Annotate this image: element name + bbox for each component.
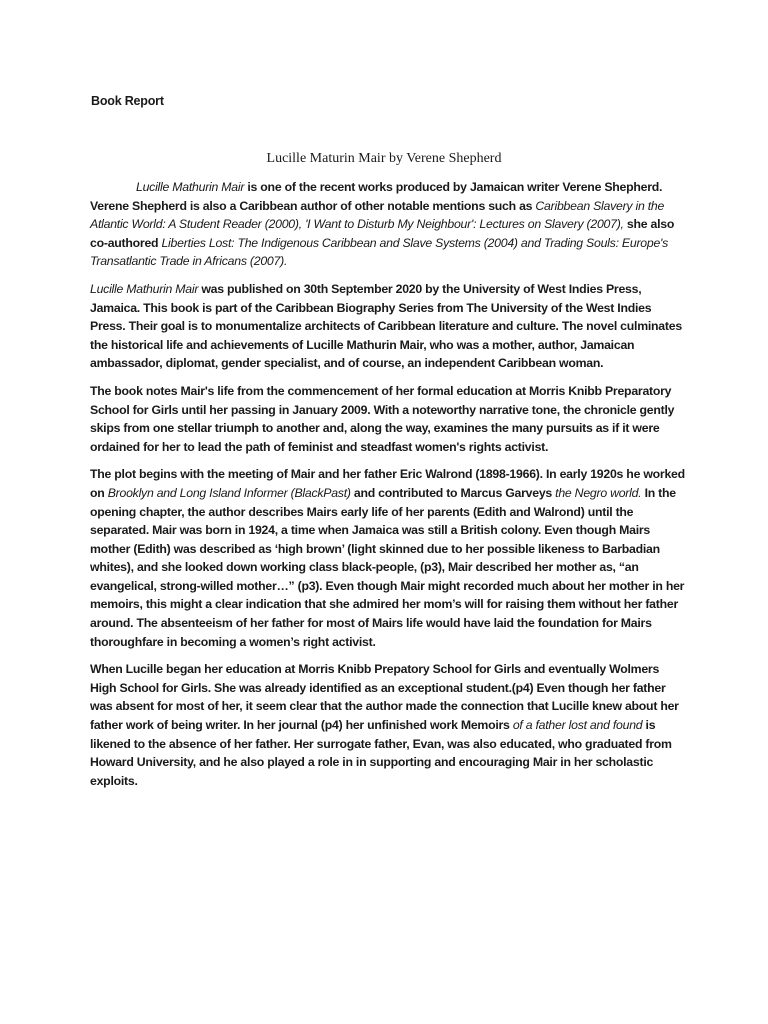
paragraph-text: The plot begins with the meeting of Mair and her father Eric Walrond (1898-1966). In early 1920s he worked on	[90, 467, 685, 500]
paragraph-1	[90, 178, 685, 271]
document-body	[90, 178, 685, 799]
paragraph-text: is one of the recent works produced by Jamaican writer Verene Shepherd. Verene Shepherd is also a Caribbean author of other notable mentions such as	[90, 180, 663, 213]
paragraph-text: When Lucille began her education at Morris Knibb Prepatory School for Girls and eventually Wolmers High School for Girls. She was already identified as an exceptional student.(p4) Even though her father was absent for most of her, it seem clear that the author made the connection that Lucille knew about her father work of being writer. In her journal (p4) her unfinished work Memoirs	[90, 662, 679, 733]
paragraph-2	[90, 280, 685, 373]
paragraph-text: and contributed to Marcus Garveys	[350, 485, 556, 500]
paragraph-text: she also co-authored	[90, 217, 675, 250]
publication-title: the Negro world.	[555, 485, 642, 500]
memoir-title: of a father lost and found	[512, 718, 643, 733]
publication-title: Brooklyn and Long Island Informer (BlackPast)	[107, 485, 351, 500]
paragraph-text: was published on 30th September 2020 by the University of West Indies Press, Jamaica. This book is part of the Caribbean Biography Series from The University of the West Indies Press. Their goal is to monumentalize architects of Caribbean literature and culture. The novel culminates the historical life and achievements of Lucille Mathurin Mair, who was a mother, author, Jamaican ambassador, diplomat, gender specialist, and of course, an independent Caribbean woman.	[90, 281, 682, 371]
paragraph-text: In the opening chapter, the author describes Mairs early life of her parents (Edith and Walrond) until the separated. Mair was born in 1924, a time when Jamaica was still a British colony. Even though Mairs mother (Edith) was described as ‘high brown’ (light skinned due to her possible likeness to Barbadian whites), and she looked down working class black-people, (p3), Mair described her mother as, “an evangelical, strong-willed mother…” (p3). Even though Mair might recorded much about her mother in her memoirs, this might a clear indication that she admired her mom’s will for raising them without her father around. The absenteeism of her father for most of Mairs life would have laid the foundation for Mairs thoroughfare in becoming a women’s right activist.	[90, 485, 685, 649]
paragraph-text: is likened to the absence of her father. Her surrogate father, Evan, was also educated, who graduated from Howard University, and he also played a role in in supporting and encouraging Mair in her scholastic exploits.	[90, 718, 672, 788]
book-title: Lucille Mathurin Mair	[136, 180, 245, 194]
book-title: Lucille Mathurin Mair	[90, 281, 199, 296]
document-label: Book Report	[91, 94, 164, 108]
paragraph-3	[90, 382, 685, 456]
paragraph-4	[90, 465, 685, 651]
paragraph-5	[90, 660, 685, 790]
book-titles: Liberties Lost: The Indigenous Caribbean and Slave Systems (2004) and Trading Souls: Europe's Transatlantic Trade in Africans (2007).	[90, 235, 669, 269]
document-title: Lucille Maturin Mair by Verene Shepherd	[266, 151, 502, 166]
paragraph-text: The book notes Mair's life from the commencement of her formal education at Morris Knibb Preparatory School for Girls until her passing in January 2009. With a noteworthy narrative tone, the chronicle gently skips from one stellar triumph to another and, along the way, examines the many pursuits as if it were ordained for her to lead the path of feminist and steadfast women's rights activist.	[90, 383, 675, 454]
book-titles: Caribbean Slavery in the Atlantic World: A Student Reader (2000), 'I Want to Disturb My Neighbour': Lectures on Slavery (2007),	[90, 198, 665, 232]
